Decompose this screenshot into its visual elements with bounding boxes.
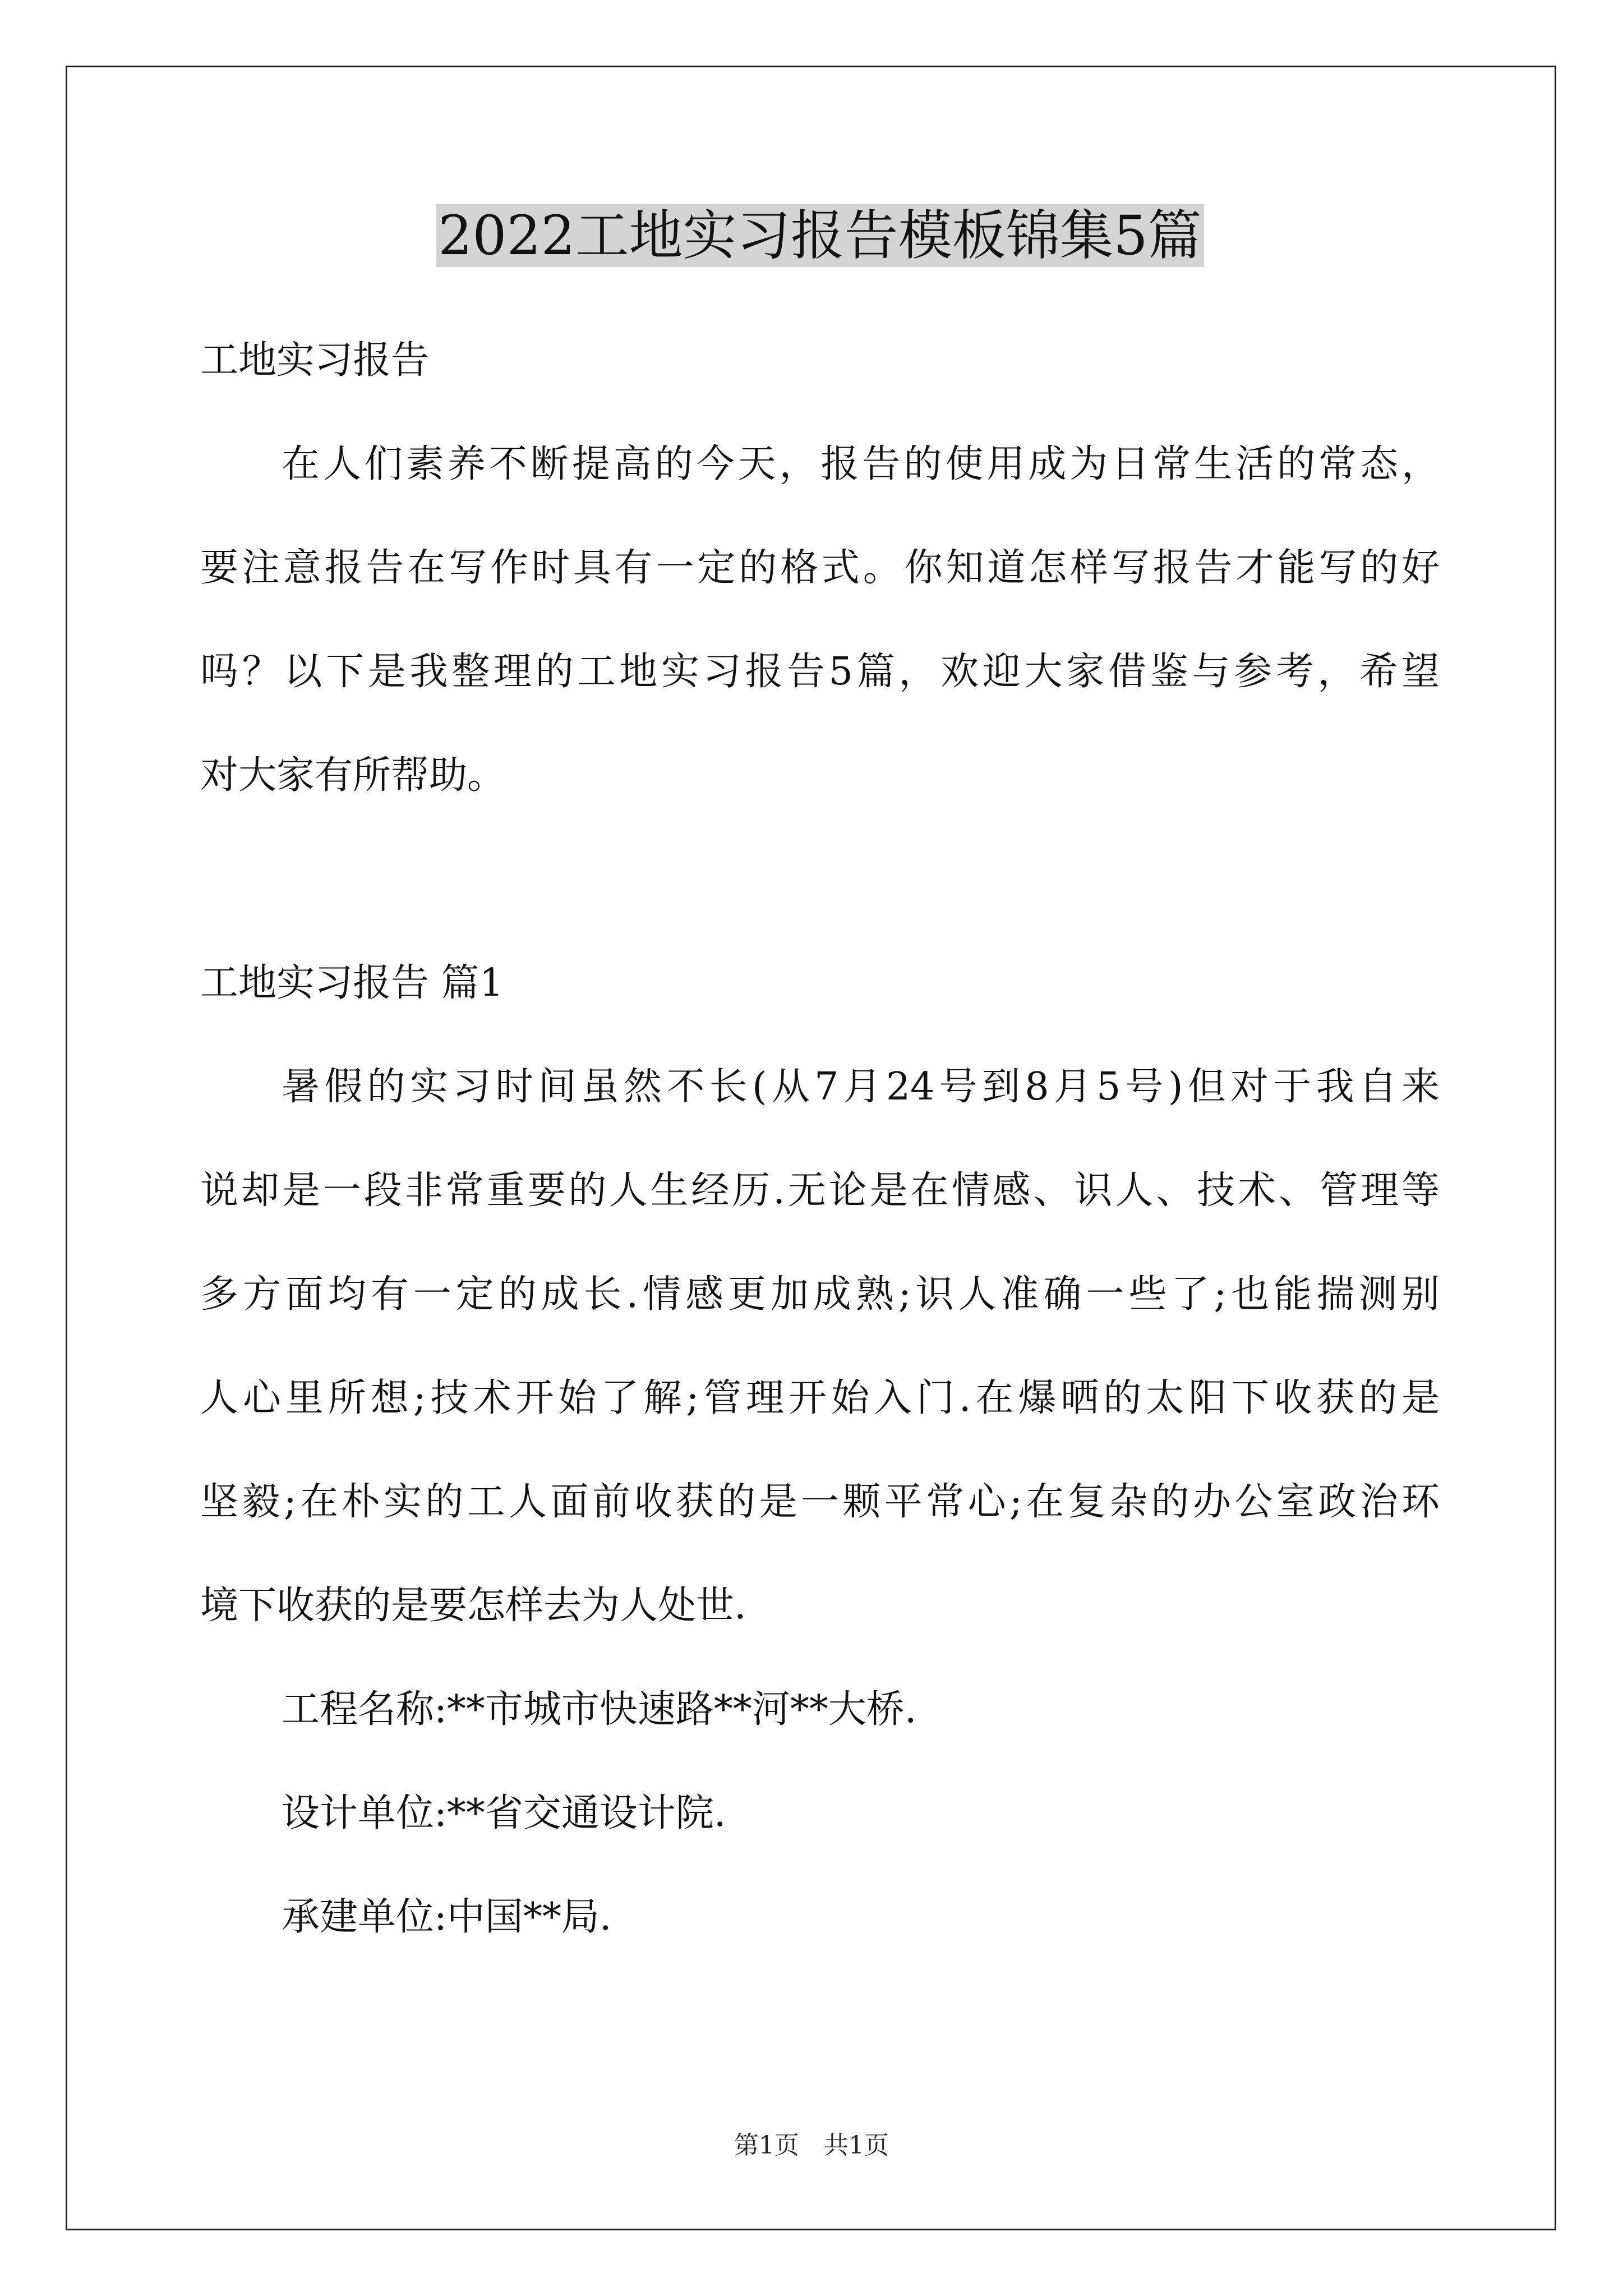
intro-line: 在人们素养不断提高的今天，报告的使用成为日常生活的常态， xyxy=(282,442,1440,486)
intro-line: 要注意报告在写作时具有一定的格式。你知道怎样写报告才能写的好 xyxy=(200,546,1440,590)
section-line: 境下收获的是要怎样去为人处世. xyxy=(200,1584,746,1628)
section-line: 坚毅;在朴实的工人面前收获的是一颗平常心;在复杂的办公室政治环 xyxy=(200,1480,1440,1524)
document-title: 2022工地实习报告模板锦集5篇 xyxy=(200,199,1440,272)
page-footer: 第1页 共1页 xyxy=(734,2131,889,2160)
section-heading: 工地实习报告 篇1 xyxy=(200,961,504,1005)
section-line: 说却是一段非常重要的人生经历.无论是在情感、识人、技术、管理等 xyxy=(200,1168,1440,1213)
intro-heading: 工地实习报告 xyxy=(200,338,430,383)
design-unit: 设计单位:**省交通设计院. xyxy=(282,1791,726,1835)
section-line: 多方面均有一定的成长.情感更加成熟;识人准确一些了;也能揣测别 xyxy=(200,1272,1440,1317)
section-line: 人心里所想;技术开始了解;管理开始入门.在爆晒的太阳下收获的是 xyxy=(200,1376,1440,1420)
intro-line: 对大家有所帮助。 xyxy=(200,753,506,798)
intro-line: 吗？以下是我整理的工地实习报告5篇，欢迎大家借鉴与参考，希望 xyxy=(200,650,1440,694)
construction-unit: 承建单位:中国**局. xyxy=(282,1895,612,1939)
section-line: 暑假的实习时间虽然不长(从7月24号到8月5号)但对于我自来 xyxy=(282,1065,1440,1109)
project-name: 工程名称:**市城市快速路**河**大桥. xyxy=(282,1687,917,1732)
